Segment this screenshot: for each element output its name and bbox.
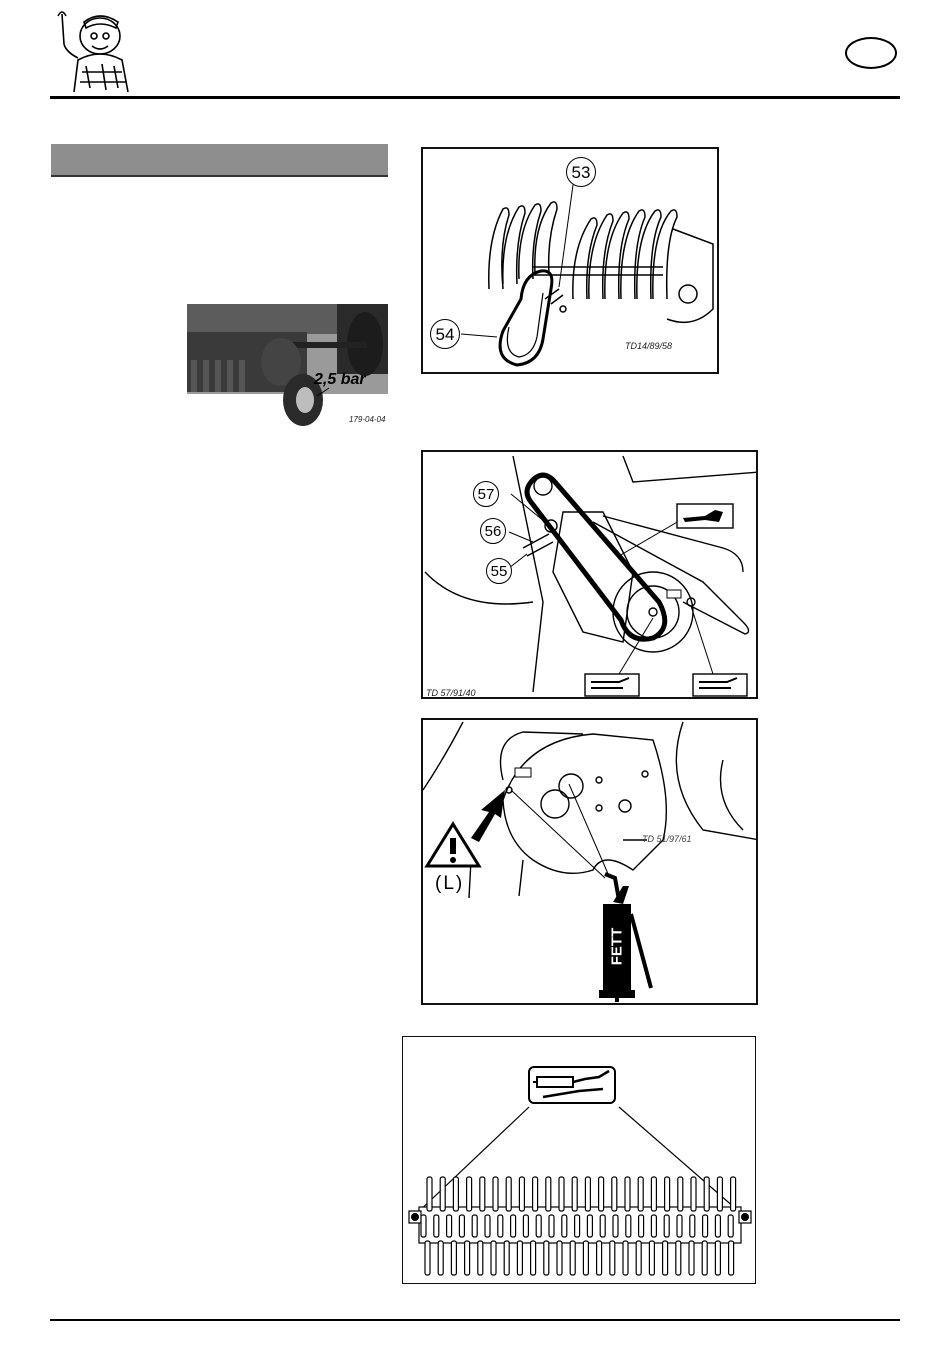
reel-tine	[691, 1177, 696, 1211]
reel-tine	[583, 1241, 588, 1275]
reel-tine	[612, 1177, 617, 1211]
reel-tine	[485, 1215, 490, 1237]
reel-tine	[651, 1177, 656, 1211]
callout-56: 56	[480, 518, 506, 544]
reel-tine	[478, 1241, 483, 1275]
reel-tine	[623, 1241, 628, 1275]
reel-tine	[491, 1241, 496, 1275]
footer-rule	[50, 1319, 900, 1321]
header-rule	[50, 96, 900, 99]
reel-tine	[467, 1177, 472, 1211]
warning-label: (L)	[435, 873, 465, 894]
reel-tine	[572, 1177, 577, 1211]
reel-tine	[663, 1241, 668, 1275]
reel-tine	[504, 1241, 509, 1275]
reel-tine	[549, 1215, 554, 1237]
reel-tine	[678, 1177, 683, 1211]
reel-tine	[731, 1177, 736, 1211]
reel-tine	[498, 1215, 503, 1237]
callout-57: 57	[473, 481, 499, 507]
reel-tine	[438, 1241, 443, 1275]
reel-tine	[559, 1177, 564, 1211]
reel-tine	[519, 1177, 524, 1211]
reel-tine	[425, 1241, 430, 1275]
reel-grease-figure	[402, 1036, 756, 1284]
reel-tine	[599, 1177, 604, 1211]
section-heading-bar	[51, 144, 388, 177]
reel-tine	[480, 1177, 485, 1211]
reel-tine	[702, 1241, 707, 1275]
reel-tine	[506, 1177, 511, 1211]
reel-tine	[715, 1241, 720, 1275]
grease-gun-text: FETT	[608, 927, 626, 966]
pickup-figure	[421, 147, 719, 374]
reel-tine	[636, 1241, 641, 1275]
reel-tine	[585, 1177, 590, 1211]
reel-tine	[597, 1241, 602, 1275]
reel-tine	[639, 1215, 644, 1237]
reel-tine	[453, 1177, 458, 1211]
reel-tine	[472, 1215, 477, 1237]
photo-code: 179-04-04	[349, 415, 386, 424]
reel-tine	[570, 1241, 575, 1275]
tire-pressure-label: 2,5 bar	[314, 371, 366, 388]
reel-tine	[626, 1215, 631, 1237]
reel-tine	[664, 1215, 669, 1237]
reel-tine	[638, 1177, 643, 1211]
callout-53: 53	[566, 157, 596, 187]
figure-code: TD 57/91/40	[426, 688, 476, 698]
figure-code: TD14/89/58	[625, 341, 673, 351]
reel-tine	[517, 1241, 522, 1275]
reel-tine	[421, 1215, 426, 1237]
reel-tine	[562, 1215, 567, 1237]
wheel-photo	[187, 304, 388, 428]
reel-tine	[447, 1215, 452, 1237]
reel-tine	[703, 1215, 708, 1237]
callout-54: 54	[430, 319, 460, 349]
reel-tine	[613, 1215, 618, 1237]
reel-tine	[427, 1177, 432, 1211]
reel-tine	[717, 1177, 722, 1211]
reel-tine	[610, 1241, 615, 1275]
callout-55: 55	[486, 558, 512, 584]
language-badge	[845, 37, 897, 69]
reel-tine	[676, 1241, 681, 1275]
reel-tine	[557, 1241, 562, 1275]
grease-point-figure	[421, 718, 758, 1005]
reel-tine	[690, 1215, 695, 1237]
reel-tine	[649, 1241, 654, 1275]
chain-drive-figure	[421, 450, 758, 699]
reel-tine	[715, 1215, 720, 1237]
reel-tine	[677, 1215, 682, 1237]
reel-tine	[625, 1177, 630, 1211]
reel-tine	[544, 1241, 549, 1275]
reel-tine	[729, 1241, 734, 1275]
reel-tine	[587, 1215, 592, 1237]
reel-tine	[440, 1177, 445, 1211]
reel-tine	[600, 1215, 605, 1237]
reel-tine	[536, 1215, 541, 1237]
reel-tine	[689, 1241, 694, 1275]
reel-tine	[728, 1215, 733, 1237]
reel-tine	[531, 1241, 536, 1275]
figure-code: TD 51/97/61	[642, 834, 692, 844]
reel-tine	[546, 1177, 551, 1211]
reel-tine	[575, 1215, 580, 1237]
reel-tine	[465, 1241, 470, 1275]
reel-tine	[704, 1177, 709, 1211]
reel-tine	[651, 1215, 656, 1237]
reel-tine	[533, 1177, 538, 1211]
reel-tine	[493, 1177, 498, 1211]
reel-tine	[511, 1215, 516, 1237]
mascot-logo	[44, 8, 136, 94]
reel-tine	[523, 1215, 528, 1237]
reel-tine	[451, 1241, 456, 1275]
reel-tine	[459, 1215, 464, 1237]
reel-tine	[665, 1177, 670, 1211]
reel-tine	[434, 1215, 439, 1237]
